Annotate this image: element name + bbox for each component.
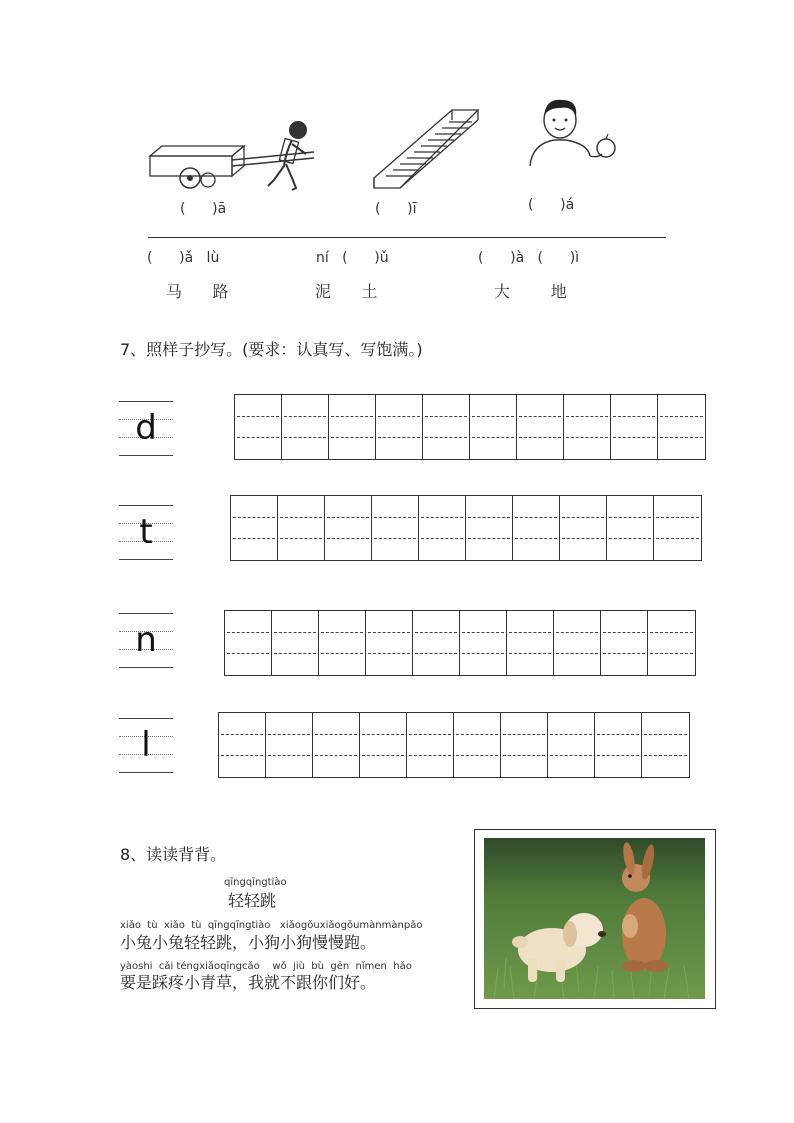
word3-pinyin: ( )à ( )ì bbox=[478, 250, 580, 266]
example-letter: l bbox=[141, 725, 151, 765]
word2-pinyin: ní ( )ǔ bbox=[316, 250, 389, 266]
writing-cell[interactable] bbox=[419, 496, 466, 560]
writing-cell[interactable] bbox=[466, 496, 513, 560]
writing-cell[interactable] bbox=[372, 496, 419, 560]
writing-cell[interactable] bbox=[454, 713, 501, 777]
writing-cell[interactable] bbox=[654, 496, 701, 560]
stairs-picture bbox=[372, 104, 482, 190]
writing-grid-d[interactable] bbox=[234, 394, 706, 460]
writing-cell[interactable] bbox=[564, 395, 611, 459]
writing-cell[interactable] bbox=[601, 611, 648, 675]
example-letter: t bbox=[139, 512, 153, 552]
writing-cell[interactable] bbox=[560, 496, 607, 560]
writing-cell[interactable] bbox=[225, 611, 272, 675]
section8-title: 8、读读背背。 bbox=[120, 845, 227, 864]
writing-cell[interactable] bbox=[642, 713, 689, 777]
writing-cell[interactable] bbox=[501, 713, 548, 777]
writing-cell[interactable] bbox=[366, 611, 413, 675]
writing-cell[interactable] bbox=[554, 611, 601, 675]
writing-cell[interactable] bbox=[235, 395, 282, 459]
guide-letter-t bbox=[119, 505, 173, 559]
writing-grid-l[interactable] bbox=[218, 712, 690, 778]
writing-cell[interactable] bbox=[507, 611, 554, 675]
poem-line1-pinyin: xiǎo tù xiǎo tù qīngqīngtiào xiǎogǒuxiǎogǒumànmànpǎo bbox=[120, 920, 423, 931]
writing-cell[interactable] bbox=[278, 496, 325, 560]
writing-cell[interactable] bbox=[517, 395, 564, 459]
photo-frame bbox=[474, 829, 716, 1009]
writing-cell[interactable] bbox=[319, 611, 366, 675]
writing-cell[interactable] bbox=[219, 713, 266, 777]
writing-cell[interactable] bbox=[611, 395, 658, 459]
section7-title: 7、照样子抄写。(要求：认真写、写饱满。) bbox=[120, 340, 423, 359]
stairs-blank: ( )ī bbox=[375, 201, 417, 217]
writing-cell[interactable] bbox=[282, 395, 329, 459]
puppy-and-rabbit-photo bbox=[484, 838, 705, 999]
writing-cell[interactable] bbox=[607, 496, 654, 560]
divider-line bbox=[148, 237, 666, 238]
writing-cell[interactable] bbox=[648, 611, 695, 675]
boy-apple-picture bbox=[528, 96, 624, 168]
cart-picture bbox=[146, 116, 322, 196]
word1-pinyin: ( )ǎ lù bbox=[147, 250, 220, 266]
writing-cell[interactable] bbox=[407, 713, 454, 777]
writing-cell[interactable] bbox=[595, 713, 642, 777]
writing-cell[interactable] bbox=[513, 496, 560, 560]
writing-cell[interactable] bbox=[423, 395, 470, 459]
guide-letter-n bbox=[119, 613, 173, 667]
writing-grid-n[interactable] bbox=[224, 610, 696, 676]
cart-blank: ( )ā bbox=[180, 201, 227, 217]
writing-cell[interactable] bbox=[266, 713, 313, 777]
word1-hanzi: 马 路 bbox=[166, 282, 229, 301]
poem-title-pinyin: qīngqīngtiào bbox=[224, 877, 287, 888]
poem-title: 轻轻跳 bbox=[228, 891, 277, 910]
writing-grid-t[interactable] bbox=[230, 495, 702, 561]
word3-hanzi: 大 地 bbox=[494, 282, 567, 301]
writing-cell[interactable] bbox=[548, 713, 595, 777]
writing-cell[interactable] bbox=[470, 395, 517, 459]
poem-line2: 要是踩疼小青草，我就不跟你们好。 bbox=[120, 973, 377, 992]
guide-letter-d bbox=[119, 401, 173, 455]
writing-cell[interactable] bbox=[413, 611, 460, 675]
guide-letter-l bbox=[119, 718, 173, 772]
writing-cell[interactable] bbox=[329, 395, 376, 459]
poem-line2-pinyin: yàoshi cǎi téngxiǎoqīngcǎo wǒ jiù bù gēn nǐmen hǎo bbox=[120, 961, 412, 972]
example-letter: n bbox=[135, 620, 157, 660]
writing-cell[interactable] bbox=[231, 496, 278, 560]
writing-cell[interactable] bbox=[272, 611, 319, 675]
writing-cell[interactable] bbox=[360, 713, 407, 777]
example-letter: d bbox=[135, 408, 157, 448]
writing-cell[interactable] bbox=[325, 496, 372, 560]
poem-line1: 小兔小兔轻轻跳，小狗小狗慢慢跑。 bbox=[120, 933, 377, 952]
writing-cell[interactable] bbox=[376, 395, 423, 459]
writing-cell[interactable] bbox=[658, 395, 705, 459]
word2-hanzi: 泥 土 bbox=[315, 282, 378, 301]
boy-apple-blank: ( )á bbox=[528, 197, 575, 213]
writing-cell[interactable] bbox=[460, 611, 507, 675]
writing-cell[interactable] bbox=[313, 713, 360, 777]
